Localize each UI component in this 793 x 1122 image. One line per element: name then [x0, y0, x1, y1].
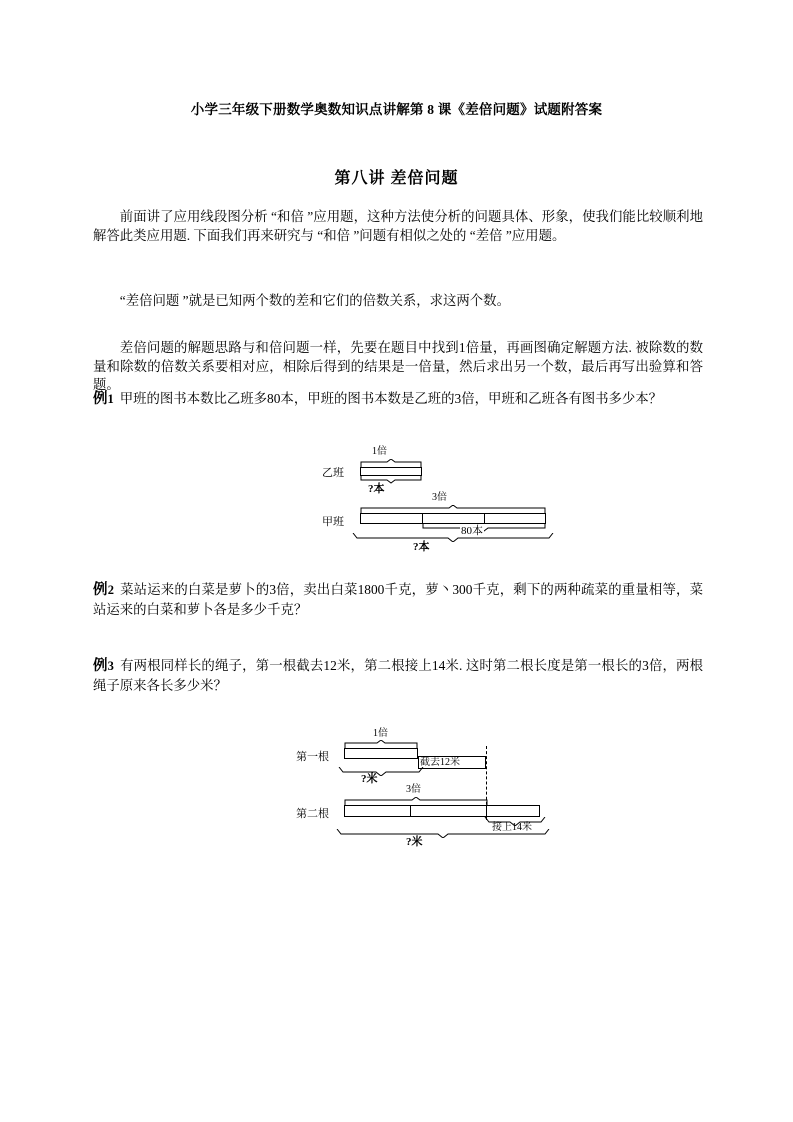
example-2-label: 例: [93, 582, 108, 598]
figure-2-line-segment-diagram: [278, 726, 598, 856]
figure-1-row-2-bar: [360, 513, 546, 524]
figure-2-row-2-name: 第二根: [296, 808, 329, 820]
figure-2-row-2-total-label: ?米: [406, 836, 423, 848]
example-3-label: 例: [93, 658, 108, 674]
example-2-text: 菜站运来的白菜是萝卜的3倍，卖出白菜1800千克，萝丶300千克，剩下的两种疏菜的重量相等，菜站运来的白菜和萝卜各是多少千克？: [93, 582, 704, 617]
figure-1-row-2-difference-label: 80本: [461, 525, 483, 537]
figure-1-row-2-top-brace: [360, 505, 546, 513]
figure-2-row-1-bottom-brace: [338, 767, 424, 776]
example-2: [93, 580, 703, 619]
figure-2-row-1-cut-label: 截去12米: [420, 757, 460, 768]
figure-1-row-1-top-label: 1倍: [372, 446, 387, 457]
example-3-number: 3: [107, 659, 114, 673]
figure-1-row-2-difference-brace: [422, 524, 546, 532]
figure-1-row-1-bar: [360, 467, 422, 476]
example-3-text: 有两根同样长的绳子，第一根截去12米，第二根接上14米. 这时第二根长度是第一根长的3倍，两根绳子原来各长多少米？: [93, 658, 704, 693]
figure-2-row-2-bar: [344, 805, 540, 817]
figure-2-row-2-divider-1: [410, 805, 411, 817]
figure-1-row-1-bottom-label: ?本: [368, 483, 385, 495]
intro-paragraph-1: 前面讲了应用线段图分析 “和倍 ”应用题，这种方法使分析的问题具体、形象，使我们能比较顺利地解答此类应用题. 下面我们再来研究与 “和倍 ”问题有相似之处的 “差倍 ”应用题。: [93, 209, 703, 243]
figure-2-row-2-total-brace: [336, 829, 550, 838]
figure-1-row-2-divider-2: [484, 513, 485, 524]
example-1-label: 例: [93, 391, 108, 407]
definition-paragraph: “差倍问题 ”就是已知两个数的差和它们的倍数关系，求这两个数。: [119, 293, 510, 308]
document-header-title: 小学三年级下册数学奥数知识点讲解第 8 课《差倍问题》试题附答案: [190, 102, 603, 117]
figure-1-row-2-total-brace: [352, 533, 554, 542]
figure-2-row-1-top-label: 1倍: [373, 728, 388, 739]
figure-2-row-2-top-label: 3倍: [406, 784, 421, 795]
example-3: [93, 656, 703, 695]
figure-2-row-2-top-brace: [344, 797, 488, 805]
figure-1-row-1-name: 乙班: [322, 467, 344, 479]
figure-2-row-1-name: 第一根: [296, 751, 329, 763]
figure-2-row-1-bottom-label: ?米: [361, 773, 378, 785]
example-1: [93, 389, 703, 409]
chapter-heading: 第八讲 差倍问题: [334, 170, 459, 187]
figure-1-row-2-top-label: 3倍: [432, 492, 447, 503]
method-paragraph: 差倍问题的解题思路与和倍问题一样，先要在题目中找到1倍量，再画图确定解题方法. 被除数的数量和除数的倍数关系要相对应，相除后得到的结果是一倍量，然后求出另一个数，最后再写出验算和答题。: [93, 340, 703, 392]
figure-1-row-2-name: 甲班: [322, 516, 344, 528]
figure-1-row-2-total-label: ?本: [413, 541, 430, 553]
figure-2-row-2-divider-2: [486, 805, 487, 817]
figure-1-line-segment-diagram: [290, 446, 580, 551]
figure-1-row-2-divider-1: [422, 513, 423, 524]
figure-2-row-1-top-brace: [344, 740, 418, 748]
figure-2-row-2-added-label: 接上14米: [492, 822, 532, 833]
example-1-number: 1: [107, 392, 114, 406]
figure-2-row-1-bar: [344, 748, 418, 759]
example-2-number: 2: [107, 583, 114, 597]
figure-1-row-1-top-brace: [360, 459, 422, 467]
example-1-text: 甲班的图书本数比乙班多80本，甲班的图书本数是乙班的3倍，甲班和乙班各有图书多少本？: [119, 391, 663, 406]
